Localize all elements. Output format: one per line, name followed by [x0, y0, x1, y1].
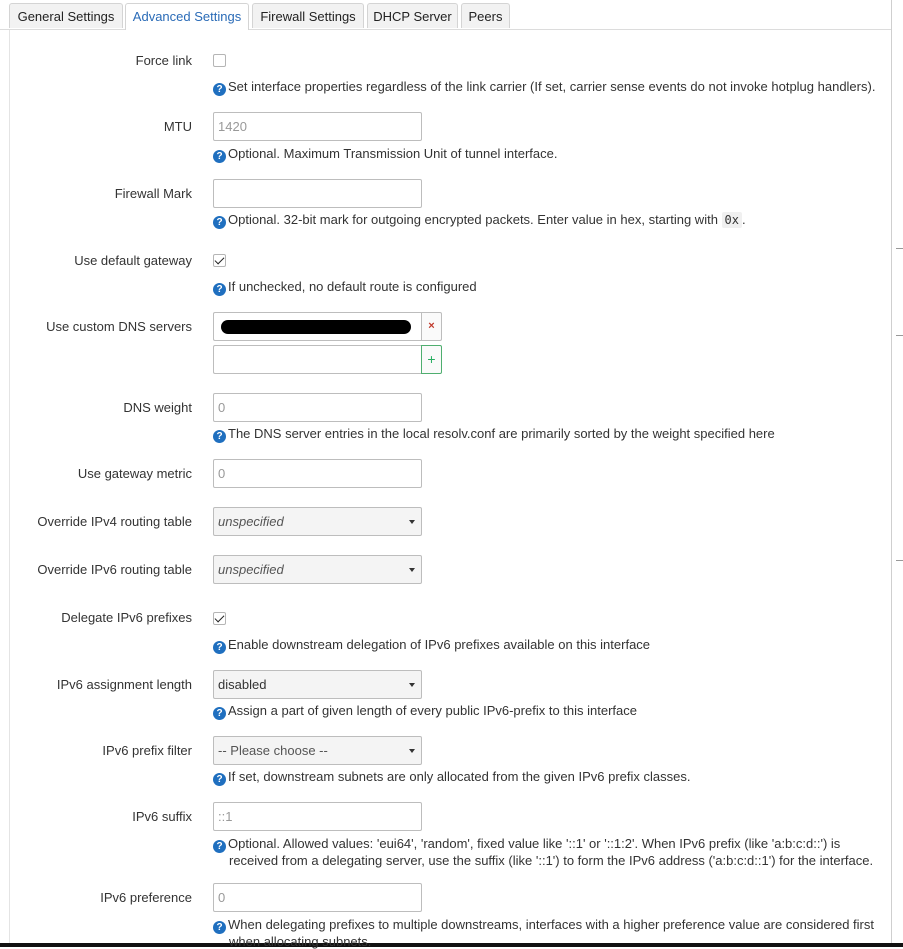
- delegate-ipv6-checkbox[interactable]: [213, 612, 226, 625]
- dns-server-entry: [213, 312, 442, 341]
- ipv6-preference-input[interactable]: [213, 883, 422, 912]
- tab-dhcp-server[interactable]: DHCP Server: [367, 3, 458, 28]
- firewall-mark-help: [213, 212, 883, 229]
- delegate-ipv6-help-text: Enable downstream delegation of IPv6 prefixes available on this interface: [228, 637, 651, 652]
- content-border: [9, 29, 10, 943]
- ipv4-table-value: unspecified: [218, 514, 284, 529]
- dns-server-new-entry: [213, 345, 442, 374]
- ipv6-prefix-filter-help-text: If set, downstream subnets are only allocated from the given IPv6 prefix classes.: [228, 769, 691, 784]
- help-icon: ?: [213, 840, 226, 853]
- ipv4-table-select[interactable]: [213, 507, 422, 536]
- dns-weight-input[interactable]: [213, 393, 422, 422]
- custom-dns-label: Use custom DNS servers: [46, 319, 192, 334]
- help-icon: ?: [213, 283, 226, 296]
- gateway-metric-label: Use gateway metric: [77, 466, 192, 481]
- dns-weight-help-text: The DNS server entries in the local resolv.conf are primarily sorted by the weight specified here: [228, 426, 775, 441]
- hex-prefix-code: 0x: [722, 212, 742, 228]
- default-gateway-checkbox[interactable]: [213, 254, 226, 267]
- ipv6-preference-help-line2: when allocating subnets.: [229, 934, 372, 949]
- ipv6-prefix-filter-value: -- Please choose --: [218, 743, 328, 758]
- gateway-metric-input[interactable]: [213, 459, 422, 488]
- dns-server-new-input[interactable]: [213, 345, 422, 374]
- default-gateway-help: [213, 279, 883, 296]
- ipv6-assign-length-select[interactable]: [213, 670, 422, 699]
- help-icon: ?: [213, 83, 226, 96]
- edge-mark: [896, 335, 903, 336]
- tab-advanced-settings[interactable]: Advanced Settings: [125, 3, 249, 30]
- tab-bar: [0, 0, 891, 30]
- remove-dns-button[interactable]: ×: [421, 312, 442, 341]
- ipv6-suffix-label: IPv6 suffix: [132, 809, 192, 824]
- ipv6-assign-length-help: [213, 703, 883, 720]
- default-gateway-help-text: If unchecked, no default route is configured: [228, 279, 477, 294]
- tab-firewall-settings[interactable]: Firewall Settings: [252, 3, 364, 28]
- chevron-down-icon: [409, 683, 415, 687]
- mtu-help: [213, 146, 883, 163]
- firewall-mark-label: Firewall Mark: [114, 186, 192, 201]
- ipv6-table-label: Override IPv6 routing table: [37, 562, 192, 577]
- firewall-mark-input[interactable]: [213, 179, 422, 208]
- help-icon: ?: [213, 150, 226, 163]
- ipv4-table-label: Override IPv4 routing table: [37, 514, 192, 529]
- default-gateway-label: Use default gateway: [74, 253, 192, 268]
- chevron-down-icon: [409, 568, 415, 572]
- mtu-help-text: Optional. Maximum Transmission Unit of tunnel interface.: [228, 146, 558, 161]
- help-icon: ?: [213, 707, 226, 720]
- chevron-down-icon: [409, 520, 415, 524]
- delegate-ipv6-label: Delegate IPv6 prefixes: [61, 610, 192, 625]
- mtu-label: MTU: [163, 119, 192, 134]
- ipv6-suffix-help-line1: Optional. Allowed values: 'eui64', 'random', fixed value like '::1' or '::1:2'. When IPv6 prefix (like 'a:b:c:d::') is: [228, 836, 841, 851]
- help-icon: ?: [213, 430, 226, 443]
- tab-peers[interactable]: Peers: [461, 3, 510, 28]
- ipv6-assign-length-label: IPv6 assignment length: [56, 677, 192, 692]
- help-icon: ?: [213, 641, 226, 654]
- ipv6-table-value: unspecified: [218, 562, 284, 577]
- add-dns-button[interactable]: +: [421, 345, 442, 374]
- edge-mark: [896, 560, 903, 561]
- dns-server-input[interactable]: [213, 312, 422, 341]
- tab-general-settings[interactable]: General Settings: [9, 3, 123, 28]
- dns-weight-help: [213, 426, 883, 443]
- window-edge: [891, 0, 903, 947]
- force-link-label: Force link: [135, 53, 192, 68]
- delegate-ipv6-help: [213, 637, 883, 654]
- ipv6-assign-length-value: disabled: [218, 677, 267, 692]
- ipv6-preference-help: [213, 917, 883, 949]
- help-icon: ?: [213, 921, 226, 934]
- ipv6-suffix-help-line2: received from a delegating server, use the suffix (like '::1') to form the IPv6 address ('a:b:c:d::1') for the interface.: [229, 853, 874, 868]
- ipv6-prefix-filter-help: [213, 769, 883, 786]
- force-link-help: [213, 79, 883, 96]
- dns-weight-label: DNS weight: [123, 400, 192, 415]
- ipv6-preference-label: IPv6 preference: [100, 890, 192, 905]
- ipv6-preference-help-line1: When delegating prefixes to multiple downstreams, interfaces with a higher preference value are considered first: [228, 917, 875, 932]
- chevron-down-icon: [409, 749, 415, 753]
- ipv6-suffix-input[interactable]: [213, 802, 422, 831]
- ipv6-suffix-help: [213, 836, 883, 868]
- ipv6-prefix-filter-select[interactable]: [213, 736, 422, 765]
- redacted-value: [221, 320, 411, 334]
- firewall-mark-help-text: Optional. 32-bit mark for outgoing encrypted packets. Enter value in hex, starting with: [228, 212, 722, 227]
- ipv6-table-select[interactable]: [213, 555, 422, 584]
- mtu-input[interactable]: [213, 112, 422, 141]
- help-punctuation: .: [742, 212, 746, 227]
- help-icon: ?: [213, 773, 226, 786]
- ipv6-prefix-filter-label: IPv6 prefix filter: [102, 743, 192, 758]
- help-icon: ?: [213, 216, 226, 229]
- ipv6-assign-length-help-text: Assign a part of given length of every public IPv6-prefix to this interface: [228, 703, 637, 718]
- edge-mark: [896, 248, 903, 249]
- force-link-checkbox[interactable]: [213, 54, 226, 67]
- force-link-help-text: Set interface properties regardless of the link carrier (If set, carrier sense events do not invoke hotplug handlers).: [228, 79, 876, 94]
